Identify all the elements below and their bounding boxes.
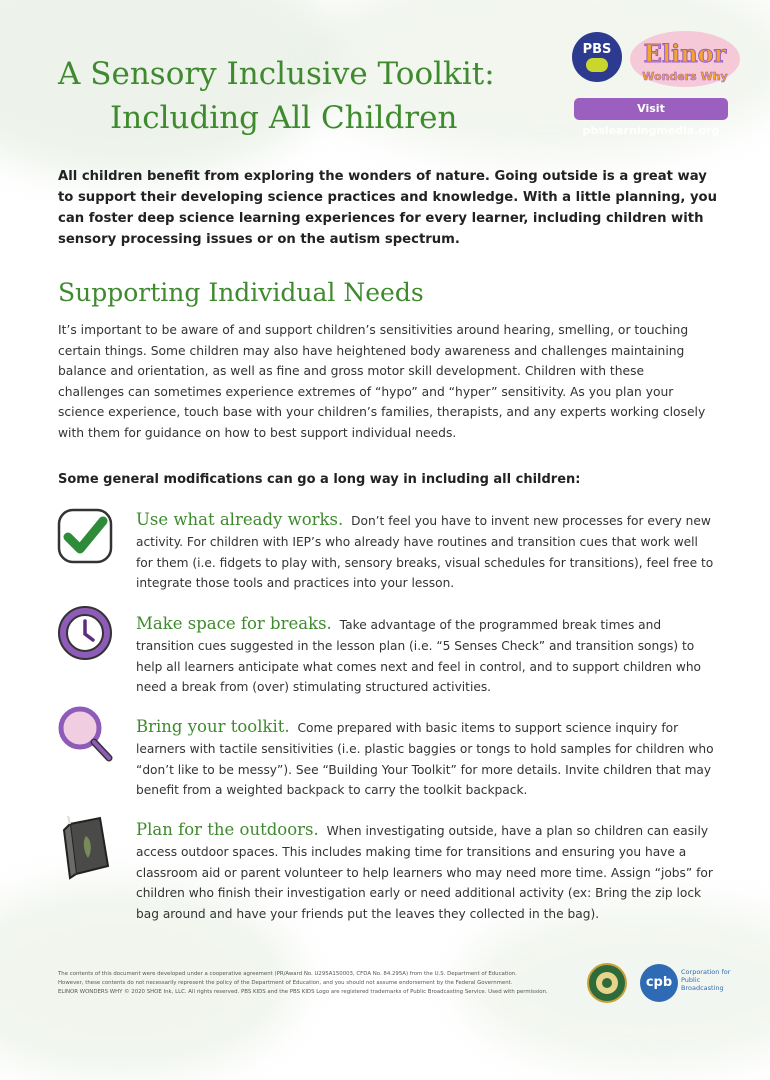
footer-line: ELINOR WONDERS WHY © 2020 SHOE Ink, LLC. All rights reserved. PBS KIDS and the PBS KIDS Logo are registered trademarks of Public Broadcasting Service. Used with permission. [58, 989, 548, 995]
svg-text:Wonders Why: Wonders Why [642, 70, 728, 83]
clock-icon [56, 604, 114, 662]
footer-disclaimer [58, 970, 578, 997]
modification-item [136, 510, 716, 594]
modification-heading: Use what already works. [136, 510, 344, 529]
modification-heading: Make space for breaks. [136, 614, 332, 633]
footer-line: However, these contents do not necessarily represent the policy of the Department of Education, and you should not assume endorsement by the Federal Government. [58, 980, 513, 986]
visit-pbslearningmedia-link[interactable]: Visit pbslearningmedia.org [574, 98, 728, 120]
modification-text: When investigating outside, have a plan so children can easily access outdoor spaces. This includes making time for transitions and ensuring you have a classroom aid or parent volunteer to help learners who may need more time. Assign “jobs” for children who finish their investigation early or need additional activity (ex: Bring the zip lock bag around and have your friends put the leaves they collected in the bag). [136, 824, 713, 922]
magnifying-glass-icon [56, 706, 114, 764]
footer-line: The contents of this document were developed under a cooperative agreement (PR/Award No. U295A150003, CFDA No. 84.295A) from the U.S. Department of Education. [58, 971, 517, 977]
section-body: It’s important to be aware of and support children’s sensitivities around hearing, smelling, or touching certain things. Some children may also have heightened body awareness and challenges maintaining balance and orientation, as well as fine and gross motor skill development. Children with these challenges can sometimes experience extremes of “hypo” and “hyper” sensitivity. As you plan your science experience, touch base with your children’s families, therapists, and any experts working closely with them for guidance on how to best support individual needs. [58, 323, 706, 440]
pbs-kids-logo: PBS [572, 32, 622, 82]
field-guide-book-icon [56, 814, 114, 882]
modification-heading: Plan for the outdoors. [136, 820, 319, 839]
svg-text:Elinor: Elinor [643, 39, 727, 68]
header-logos [572, 28, 742, 137]
intro-paragraph: All children benefit from exploring the wonders of nature. Going outside is a great way to support their developing science practices and knowledge. With a little planning, you can foster deep science learning experiences for every learner, including children with sensory processing issues or on the autism spectrum. [58, 169, 718, 247]
checkmark-icon [56, 507, 114, 565]
modifications-lead: Some general modifications can go a long way in including all children: [58, 472, 581, 487]
title-line-2: Including All Children [110, 100, 458, 136]
department-of-education-seal [587, 963, 627, 1003]
modification-text: Take advantage of the programmed break times and transition cues suggested in the lesson plan (i.e. “5 Senses Check” and transition songs) to help all learners anticipate what comes next and feel in control, and to support children who need a break from (over) stimulating structured activities. [136, 618, 702, 695]
cpb-logo: cpb [640, 964, 678, 1002]
modification-text: Come prepared with basic items to support science inquiry for learners with tactile sensitivities (i.e. plastic baggies or tongs to hold samples for children who “don’t like to be messy”). See “Building Your Toolkit” for more details. Invite children that may benefit from a weighted backpack to carry the toolkit backpack. [136, 721, 714, 798]
title-line-1: A Sensory Inclusive Toolkit: [58, 56, 495, 92]
elinor-wonders-why-logo [628, 28, 742, 90]
modification-item [136, 717, 716, 801]
modification-text: Don’t feel you have to invent new processes for every new activity. For children with IEP’s who already have routines and transition cues that work well for them (i.e. fidgets to play with, sensory breaks, visual schedules for transitions), feel free to integrate those tools and practices into your lesson. [136, 514, 714, 591]
cpb-name: Corporation for Public Broadcasting [681, 968, 731, 992]
modification-item [136, 614, 716, 698]
section-heading: Supporting Individual Needs [58, 278, 424, 307]
modification-heading: Bring your toolkit. [136, 717, 290, 736]
modification-item [136, 820, 716, 925]
page-title [58, 52, 578, 140]
